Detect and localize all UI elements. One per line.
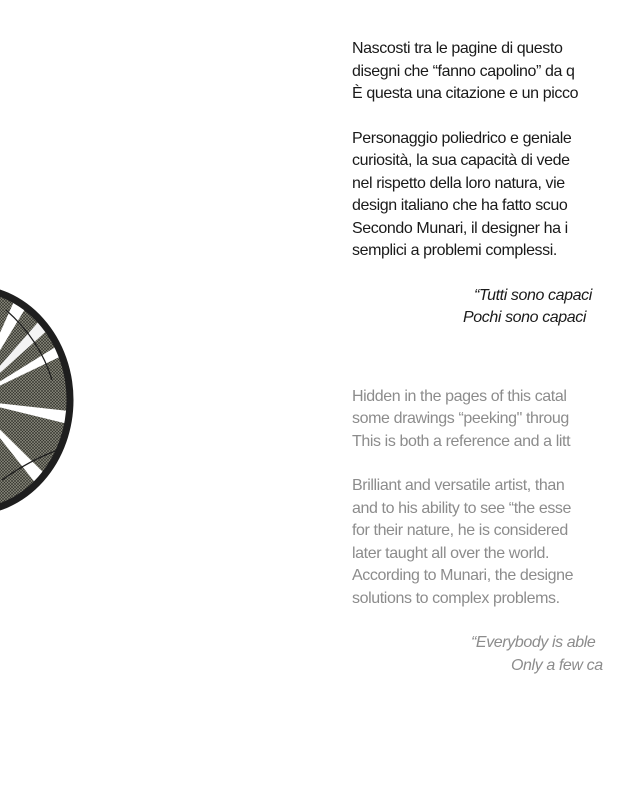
text-line: for their nature, he is considered	[352, 522, 568, 539]
text-line: semplici a problemi complessi.	[352, 242, 557, 259]
text-line: nel rispetto della loro natura, vie	[352, 174, 565, 192]
wheel-sketch-illustration	[0, 280, 80, 520]
quote-line: Only a few ca	[511, 656, 603, 674]
text-line: Personaggio poliedrico e geniale	[352, 129, 572, 147]
italian-paragraph-2	[352, 128, 620, 263]
text-line: later taught all over the world.	[352, 544, 550, 562]
quote-line: “Tutti sono capaci	[474, 286, 592, 304]
text-line: È questa una citazione e un picco	[352, 85, 579, 102]
english-quote	[352, 632, 620, 677]
english-paragraph-2	[352, 475, 620, 610]
text-column	[352, 38, 620, 677]
quote-line: Pochi sono capaci	[463, 309, 587, 326]
quote-line: “Everybody is able	[471, 634, 596, 651]
italian-paragraph-1	[352, 38, 620, 106]
text-line: disegni che “fanno capolino” da q	[352, 62, 575, 80]
text-line: design italiano che ha fatto scuo	[352, 197, 568, 214]
text-line: and to his ability to see “the esse	[352, 499, 572, 517]
text-line: curiosità, la sua capacità di vede	[352, 152, 570, 169]
text-line: Secondo Munari, il designer ha i	[352, 219, 568, 237]
text-line: solutions to complex problems.	[352, 589, 560, 607]
text-line: Brilliant and versatile artist, than	[352, 477, 565, 494]
english-paragraph-1	[352, 386, 620, 454]
text-line: some drawings “peeking" throug	[352, 410, 569, 427]
text-line: According to Munari, the designe	[352, 567, 574, 584]
text-line: Nascosti tra le pagine di questo	[352, 40, 563, 57]
text-line: This is both a reference and a litt	[352, 432, 571, 450]
text-line: Hidden in the pages of this catal	[352, 387, 567, 405]
italian-quote	[352, 285, 620, 330]
